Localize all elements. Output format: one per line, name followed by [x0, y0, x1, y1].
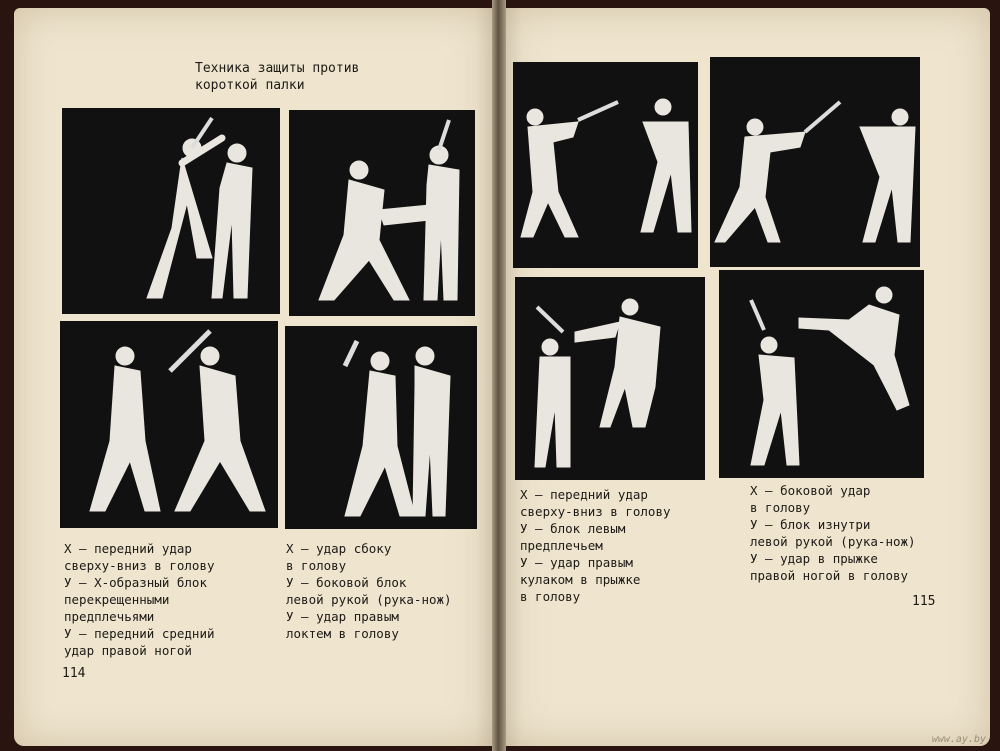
photo-3: [60, 321, 278, 528]
martial-arts-figure-icon: [289, 110, 475, 316]
photo-4: [285, 326, 477, 529]
martial-arts-figure-icon: [515, 277, 705, 480]
martial-arts-figure-icon: [513, 62, 698, 268]
photo-8: [719, 270, 924, 478]
martial-arts-figure-icon: [719, 270, 924, 478]
page-number-right: 115: [912, 594, 936, 609]
martial-arts-figure-icon: [60, 321, 278, 528]
caption-4: Х — боковой удар в голову У — блок изнутри левой рукой (рука-нож) У — удар в прыжке правой ногой в голову: [750, 483, 916, 583]
caption-1: Х — передний удар сверху-вниз в голову У — Х-образный блок перекрещенными предплечьями У — передний средний удар правой ногой: [64, 541, 215, 658]
caption-2: Х — удар сбоку в голову У — боковой блок левой рукой (рука-нож) У — удар правым локтем в голову: [286, 541, 452, 641]
martial-arts-figure-icon: [62, 108, 280, 314]
caption-3: Х — передний удар сверху-вниз в голову У — блок левым предплечьем У — удар правым кулаком в прыжке в голову: [520, 487, 671, 604]
photo-2: [289, 110, 475, 316]
martial-arts-figure-icon: [710, 57, 920, 267]
photo-5: [513, 62, 698, 268]
photo-1: [62, 108, 280, 314]
book-spine: [492, 0, 506, 751]
photo-7: [515, 277, 705, 480]
watermark: www.ay.by: [931, 734, 986, 745]
page-title: Техника защиты против короткой палки: [195, 61, 360, 93]
photo-6: [710, 57, 920, 267]
martial-arts-figure-icon: [285, 326, 477, 529]
page-number-left: 114: [62, 666, 86, 681]
